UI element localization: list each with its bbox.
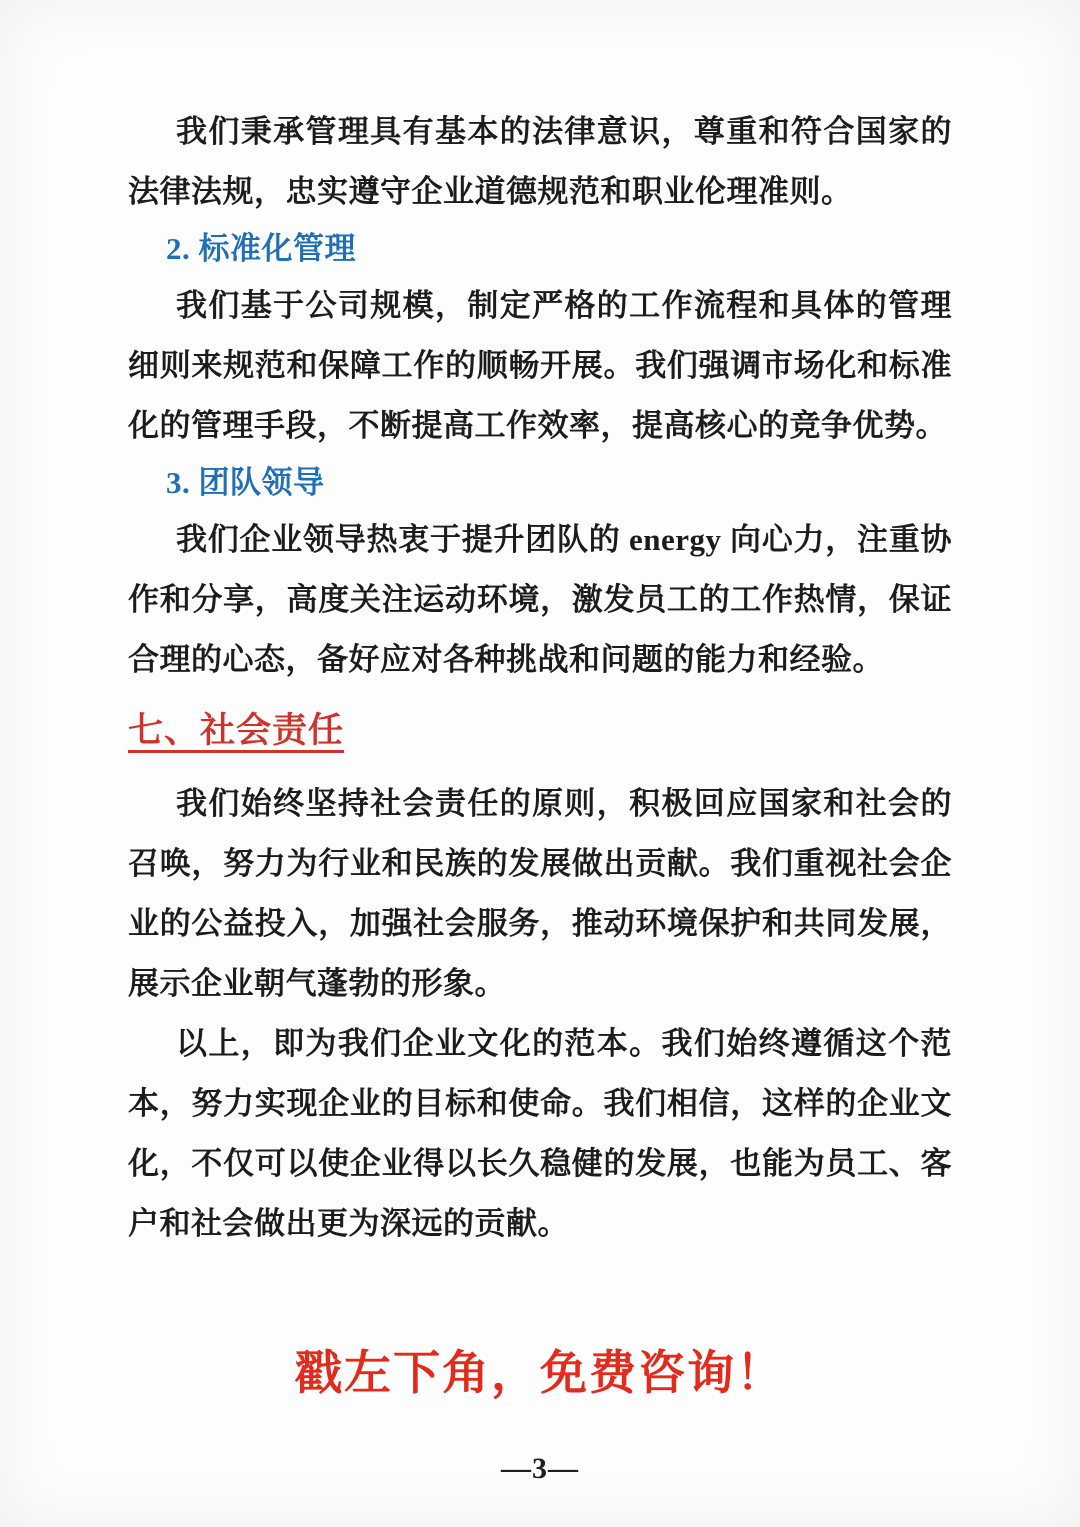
section-heading-social-responsibility: 七、社会责任 <box>128 711 345 750</box>
paragraph-closing: 以上，即为我们企业文化的范本。我们始终遵循这个范本，努力实现企业的目标和使命。我们相信，这样的企业文化，不仅可以使企业得以长久稳健的发展，也能为员工、客户和社会做出更为深远的贡献。 <box>128 1026 952 1241</box>
paragraph-social-responsibility: 我们始终坚持社会责任的原则，积极回应国家和社会的召唤，努力为行业和民族的发展做出贡献。我们重视社会企业的公益投入，加强社会服务，推动环境保护和共同发展，展示企业朝气蓬勃的形象。 <box>128 786 952 1001</box>
page-number: —3— <box>501 1452 579 1485</box>
document-content <box>128 102 952 1400</box>
paragraph-team-leadership: 我们企业领导热衷于提升团队的 energy 向心力，注重协作和分享，高度关注运动环境，激发员工的工作热情，保证合理的心态，备好应对各种挑战和问题的能力和经验。 <box>128 522 952 677</box>
subheading-standardized-management: 2. 标准化管理 <box>166 231 356 266</box>
paragraph-legal-compliance: 我们秉承管理具有基本的法律意识，尊重和符合国家的法律法规，忠实遵守企业道德规范和职业伦理准则。 <box>128 114 952 209</box>
subheading-team-leadership: 3. 团队领导 <box>166 465 325 500</box>
paragraph-standardized-management: 我们基于公司规模，制定严格的工作流程和具体的管理细则来规范和保障工作的顺畅开展。我们强调市场化和标准化的管理手段，不断提高工作效率，提高核心的竞争优势。 <box>128 288 952 443</box>
cta-free-consultation-text: 戳左下角，免费咨询！ <box>295 1346 785 1399</box>
